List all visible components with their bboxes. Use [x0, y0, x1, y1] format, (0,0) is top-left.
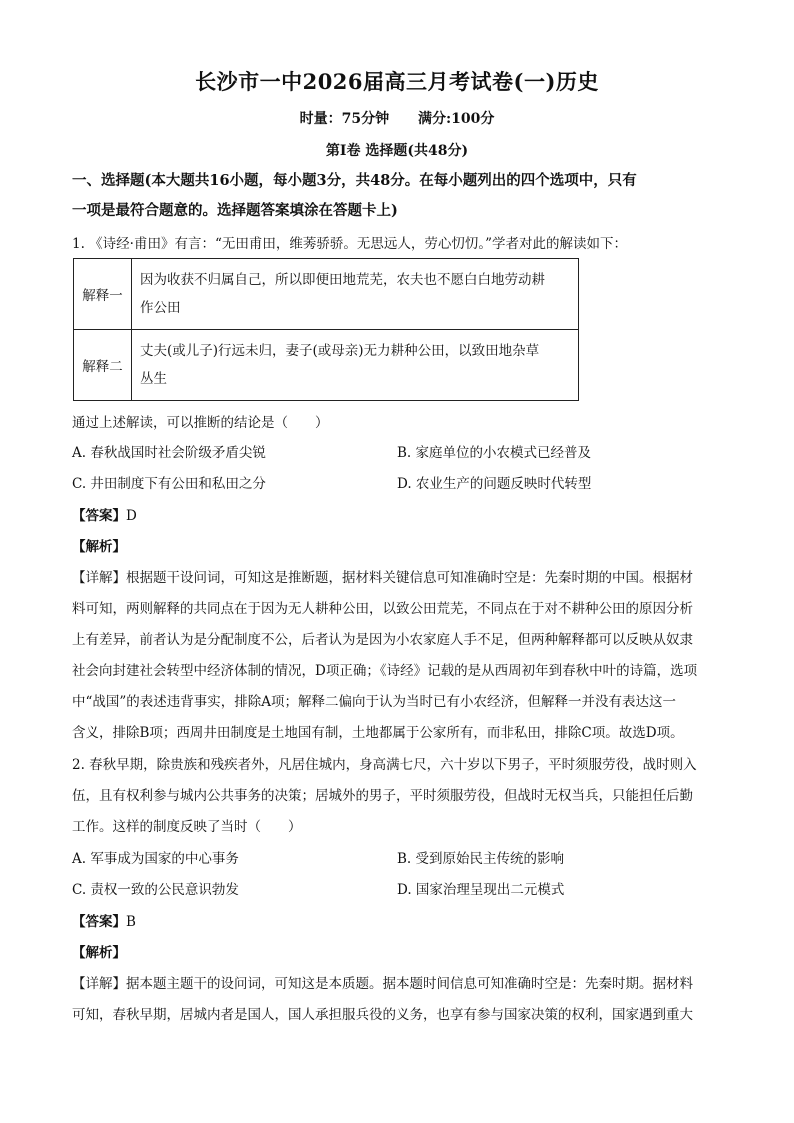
table-cell-line: 作公田 — [140, 300, 181, 316]
exam-time: 时量：75分钟 — [299, 111, 390, 127]
exam-meta — [0, 108, 794, 128]
section-heading — [72, 166, 724, 226]
detail-line: 社会向封建社会转型中经济体制的情况，D项正确；《诗经》记载的是从西周初年到春秋中叶的诗篇，选项 — [72, 663, 698, 679]
q2-option-a: A. 军事成为国家的中心事务 — [72, 851, 239, 867]
table-cell-line: 因为收获不归属自己，所以即便田地荒芜，农夫也不愿白白地劳动耕 — [140, 272, 545, 288]
detail-line: 【详解】根据题干设问词，可知这是推断题，据材料关键信息可知准确时空是：先秦时期的中国。根据材 — [72, 570, 693, 586]
section-heading-line-1: 一、选择题(本大题共16小题，每小题3分，共48分。在每小题列出的四个选项中，只有 — [72, 172, 637, 189]
q1-answer — [72, 506, 137, 526]
detail-line: 含义，排除B项；西周井田制度是土地国有制，土地都属于公家所有，而非私田，排除C项。故选D项。 — [72, 725, 684, 741]
q2-analysis-tag: 【解析】 — [72, 945, 126, 961]
detail-line: 料可知，两则解释的共同点在于因为无人耕种公田，以致公田荒芜，不同点在于对不耕种公田的原因分析 — [72, 601, 693, 617]
exam-score: 满分:100分 — [417, 111, 495, 127]
table-cell-text — [132, 259, 579, 330]
q2-answer — [72, 912, 136, 932]
table-row — [74, 330, 579, 401]
table-cell-line: 丈夫(或儿子)行远未归，妻子(或母亲)无力耕种公田，以致田地杂草 — [140, 343, 540, 359]
table-cell-line: 丛生 — [140, 371, 167, 387]
section-heading-line-2: 一项是最符合题意的。选择题答案填涂在答题卡上) — [72, 202, 398, 219]
table-cell-label: 解释一 — [74, 259, 132, 330]
answer-value: B — [126, 914, 136, 930]
answer-tag: 【答案】 — [72, 508, 126, 524]
q1-stem: 1. 《诗经·甫田》有言：“无田甫田，维莠骄骄。无思远人，劳心忉忉。”学者对此的解读如下： — [72, 236, 628, 252]
answer-tag: 【答案】 — [72, 914, 126, 930]
stem-line: 2. 春秋早期，除贵族和残疾者外，凡居住城内，身高满七尺，六十岁以下男子，平时须服劳役，战时则入 — [72, 757, 697, 773]
q1-option-b: B. 家庭单位的小农模式已经普及 — [397, 445, 592, 461]
q2-option-d: D. 国家治理呈现出二元模式 — [397, 882, 565, 898]
q2-option-c: C. 责权一致的公民意识勃发 — [72, 882, 239, 898]
stem-line: 工作。这样的制度反映了当时（ ） — [72, 819, 302, 835]
exam-title: 长沙市一中2026届高三月考试卷(一)历史 — [195, 69, 599, 94]
stem-line: 伍，且有权利参与城内公共事务的决策；居城外的男子，平时须服劳役，但战时无权当兵，只能担任后勤 — [72, 788, 693, 804]
q2-detail — [72, 969, 724, 1031]
table-cell-label: 解释二 — [74, 330, 132, 401]
q1-interpretation-table — [73, 258, 579, 401]
q1-option-c: C. 井田制度下有公田和私田之分 — [72, 476, 266, 492]
volume-heading: 第Ⅰ卷 选择题(共48分) — [325, 143, 469, 159]
table-row — [74, 259, 579, 330]
q2-stem — [72, 750, 724, 843]
q1-detail — [72, 563, 724, 749]
detail-line: 可知，春秋早期，居城内者是国人，国人承担服兵役的义务，也享有参与国家决策的权利，国家遇到重大 — [72, 1007, 693, 1023]
table-cell-text — [132, 330, 579, 401]
detail-line: 上有差异，前者认为是分配制度不公，后者认为是因为小农家庭人手不足，但两种解释都可以反映从奴隶 — [72, 632, 693, 648]
q1-option-d: D. 农业生产的问题反映时代转型 — [397, 476, 592, 492]
answer-value: D — [126, 508, 137, 524]
q1-analysis-tag: 【解析】 — [72, 539, 126, 555]
detail-line: 中“战国”的表述违背事实，排除A项；解释二偏向于认为当时已有小农经济，但解释一并没有表达这一 — [72, 694, 677, 710]
detail-line: 【详解】据本题主题干的设问词，可知这是本质题。据本题时间信息可知准确时空是：先秦时期。据材料 — [72, 976, 693, 992]
q2-option-b: B. 受到原始民主传统的影响 — [397, 851, 565, 867]
q1-option-a: A. 春秋战国时社会阶级矛盾尖锐 — [72, 445, 266, 461]
q1-question: 通过上述解读，可以推断的结论是（ ） — [72, 415, 329, 431]
